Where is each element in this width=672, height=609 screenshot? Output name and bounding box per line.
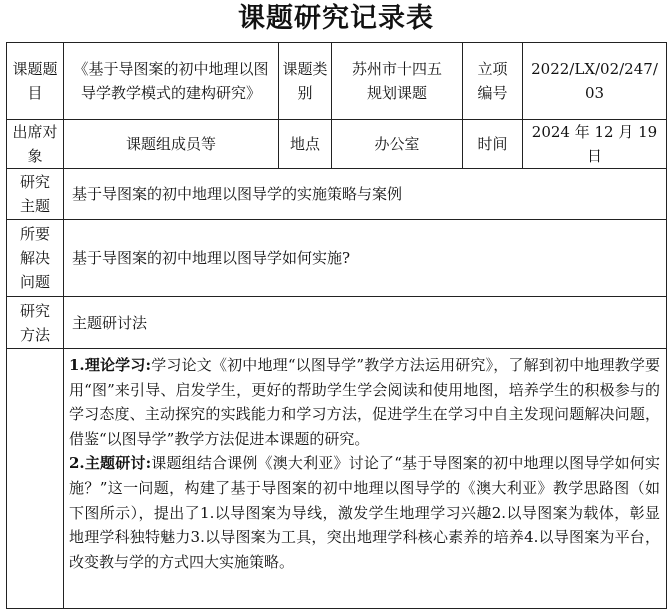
- table-row: [7, 120, 667, 169]
- project-id-value: 2022/LX/02/247/03: [523, 43, 667, 120]
- time-label: 时间: [463, 120, 523, 169]
- attendees-label: 出席对象: [7, 120, 64, 169]
- problem-label: 所要解决问题: [7, 220, 64, 297]
- method-label: 研究方法: [7, 297, 64, 349]
- table-row: [7, 220, 667, 297]
- theory-heading: 1.理论学习:: [69, 356, 152, 374]
- category-value: 苏州市十四五规划课题: [332, 43, 463, 120]
- discussion-paragraph: [69, 451, 660, 574]
- table-row: [7, 297, 667, 349]
- record-table: [6, 42, 667, 609]
- research-theme-label: 研究主题: [7, 169, 64, 220]
- table-row: [7, 43, 667, 120]
- topic-value: 《基于导图案的初中地理以图导学教学模式的建构研究》: [64, 43, 279, 120]
- attendees-value: 课题组成员等: [64, 120, 279, 169]
- page-title: 课题研究记录表: [238, 3, 434, 34]
- research-theme-value: 基于导图案的初中地理以图导学的实施策略与案例: [64, 169, 667, 220]
- problem-value: 基于导图案的初中地理以图导学如何实施?: [64, 220, 667, 297]
- table-row: [7, 349, 667, 609]
- location-value: 办公室: [332, 120, 463, 169]
- theory-paragraph: [69, 353, 660, 451]
- content-label-cell: [7, 349, 64, 609]
- discussion-text: 课题组结合课例《澳大利亚》讨论了“基于导图案的初中地理以图导学如何实施？”这一问题，构建了基于导图案的初中地理以图导学的《澳大利亚》教学思路图（如下图所示），提出了1.以导图案为导线，激发学生地理学习兴趣2.以导图案为载体，彰显地理学科独特魅力3.以导图案为工具，突出地理学科核心素养的培养4.以导图案为平台，改变教与学的方式四大实施策略。: [69, 454, 660, 571]
- time-value: 2024 年 12 月 19 日: [523, 120, 667, 169]
- topic-label: 课题题目: [7, 43, 64, 120]
- location-label: 地点: [279, 120, 332, 169]
- truncated-next-line: [69, 574, 660, 584]
- method-value: 主题研讨法: [64, 297, 667, 349]
- table-row: [7, 169, 667, 220]
- content-cell: [64, 349, 667, 609]
- project-id-label: 立项编号: [463, 43, 523, 120]
- discussion-heading: 2.主题研讨:: [69, 454, 152, 473]
- category-label: 课题类别: [279, 43, 332, 120]
- theory-text: 学习论文《初中地理“以图导学”教学方法运用研究》，了解到初中地理教学要用“图”来引导、启发学生，更好的帮助学生学会阅读和使用地图，培养学生的积极参与的学习态度、主动探究的实践能力和学习方法，促进学生在学习中自主发现问题解决问题，借鉴“以图导学”教学方法促进本课题的研究。: [69, 356, 661, 448]
